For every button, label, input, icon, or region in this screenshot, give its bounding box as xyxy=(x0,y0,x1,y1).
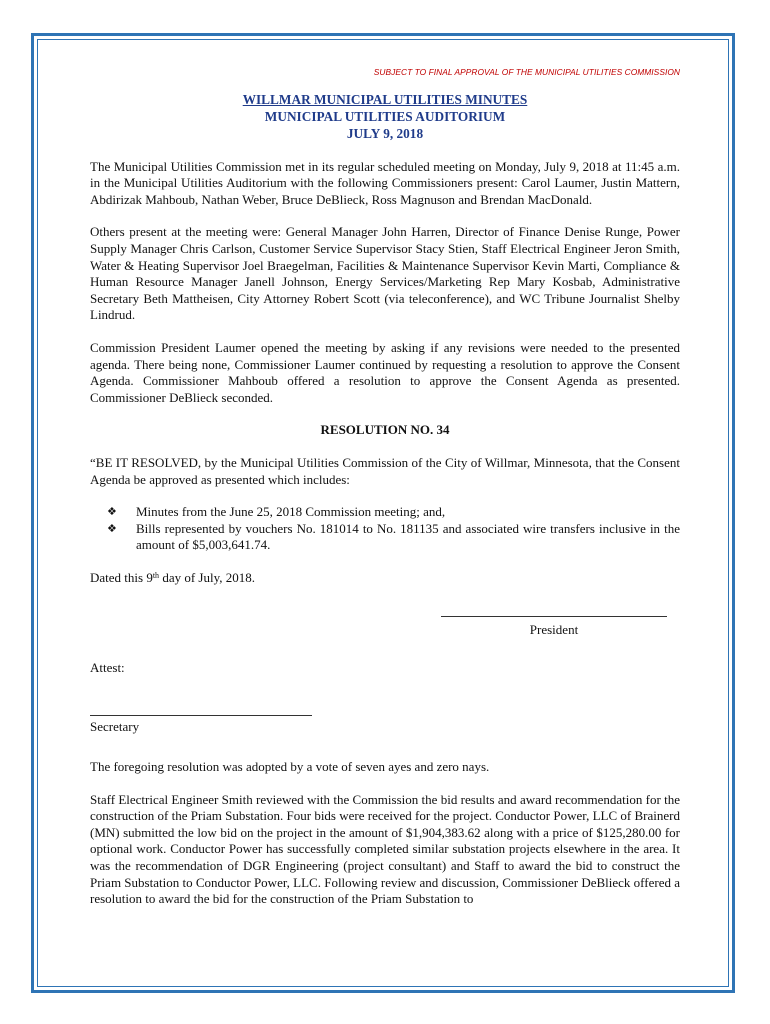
list-item xyxy=(90,521,680,554)
list-item-text: Minutes from the June 25, 2018 Commission meeting; and, xyxy=(136,504,446,520)
resolution-items xyxy=(90,504,680,554)
priam-substation-paragraph: Staff Electrical Engineer Smith reviewed with the Commission the bid results and award recommendation for the construction of the Priam Substation. Four bids were received for the project. Conductor Power, LLC of Brainerd (MN) submitted the low bid on the project in the amount of $1,904,383.62 along with a price of $125,280.00 for optional work. Conductor Power has successfully completed similar substation projects elsewhere in the area. It was the recommendation of DGR Engineering (project consultant) and Staff to award the bid to construct the Priam Substation to Conductor Power, LLC. Following review and discussion, Commissioner DeBlieck offered a resolution to award the bid for the construction of the Priam Substation to xyxy=(90,791,680,907)
dated-line: Dated this 9th day of July, 2018. xyxy=(90,569,255,585)
president-label: President xyxy=(529,622,579,638)
minutes-document xyxy=(90,64,680,924)
approval-note: SUBJECT TO FINAL APPROVAL OF THE MUNICIPAL UTILITIES COMMISSION xyxy=(373,67,680,77)
list-item xyxy=(90,504,680,521)
attest-label: Attest: xyxy=(90,660,125,676)
document-title: WILLMAR MUNICIPAL UTILITIES MINUTES xyxy=(242,91,528,107)
others-present-paragraph: Others present at the meeting were: General Manager John Harren, Director of Finance Denise Runge, Power Supply Manager Chris Carlson, Customer Service Supervisor Stacy Stien, Staff Electrical Engineer Jeron Smith, Water & Heating Supervisor Joel Braegelman, Facilities & Maintenance Supervisor Kevin Marti, Compliance & Human Resource Manager Janell Johnson, Energy Services/Marketing Rep Mary Kosbab, Administrative Secretary Beth Mattheisen, City Attorney Robert Scott (via teleconference), and WC Tribune Journalist Shelby Lindrud. xyxy=(90,224,680,323)
list-item-text: Bills represented by vouchers No. 181014 to No. 181135 and associated wire transfers inclusive in the amount of $5,003,641.74. xyxy=(136,520,680,553)
diamond-bullet-icon: ❖ xyxy=(107,521,117,535)
vote-result: The foregoing resolution was adopted by a vote of seven ayes and zero nays. xyxy=(90,759,490,775)
president-signature-block xyxy=(90,616,680,660)
resolution-title: RESOLUTION NO. 34 xyxy=(320,422,450,438)
resolution-intro: “BE IT RESOLVED, by the Municipal Utilities Commission of the City of Willmar, Minnesota, that the Consent Agenda be approved as presented which includes: xyxy=(90,454,680,487)
signature-line xyxy=(441,616,667,617)
date-heading: JULY 9, 2018 xyxy=(346,125,424,141)
consent-agenda-paragraph: Commission President Laumer opened the meeting by asking if any revisions were needed to the presented agenda. There being none, Commissioner Laumer continued by requesting a resolution to approve the Consent Agenda. Commissioner Mahboub offered a resolution to approve the Consent Agenda as presented. Commissioner DeBlieck seconded. xyxy=(90,339,680,405)
secretary-label: Secretary xyxy=(90,719,140,735)
attendance-paragraph: The Municipal Utilities Commission met in its regular scheduled meeting on Monday, July 9, 2018 at 11:45 a.m. in the Municipal Utilities Auditorium with the following Commissioners present: Carol Laumer, Justin Mattern, Abdirizak Mahboub, Nathan Weber, Bruce DeBlieck, Ross Magnuson and Brendan MacDonald. xyxy=(90,158,680,207)
location-heading: MUNICIPAL UTILITIES AUDITORIUM xyxy=(264,108,506,124)
secretary-signature-block xyxy=(90,709,680,759)
signature-line xyxy=(90,715,312,716)
diamond-bullet-icon: ❖ xyxy=(107,505,117,519)
